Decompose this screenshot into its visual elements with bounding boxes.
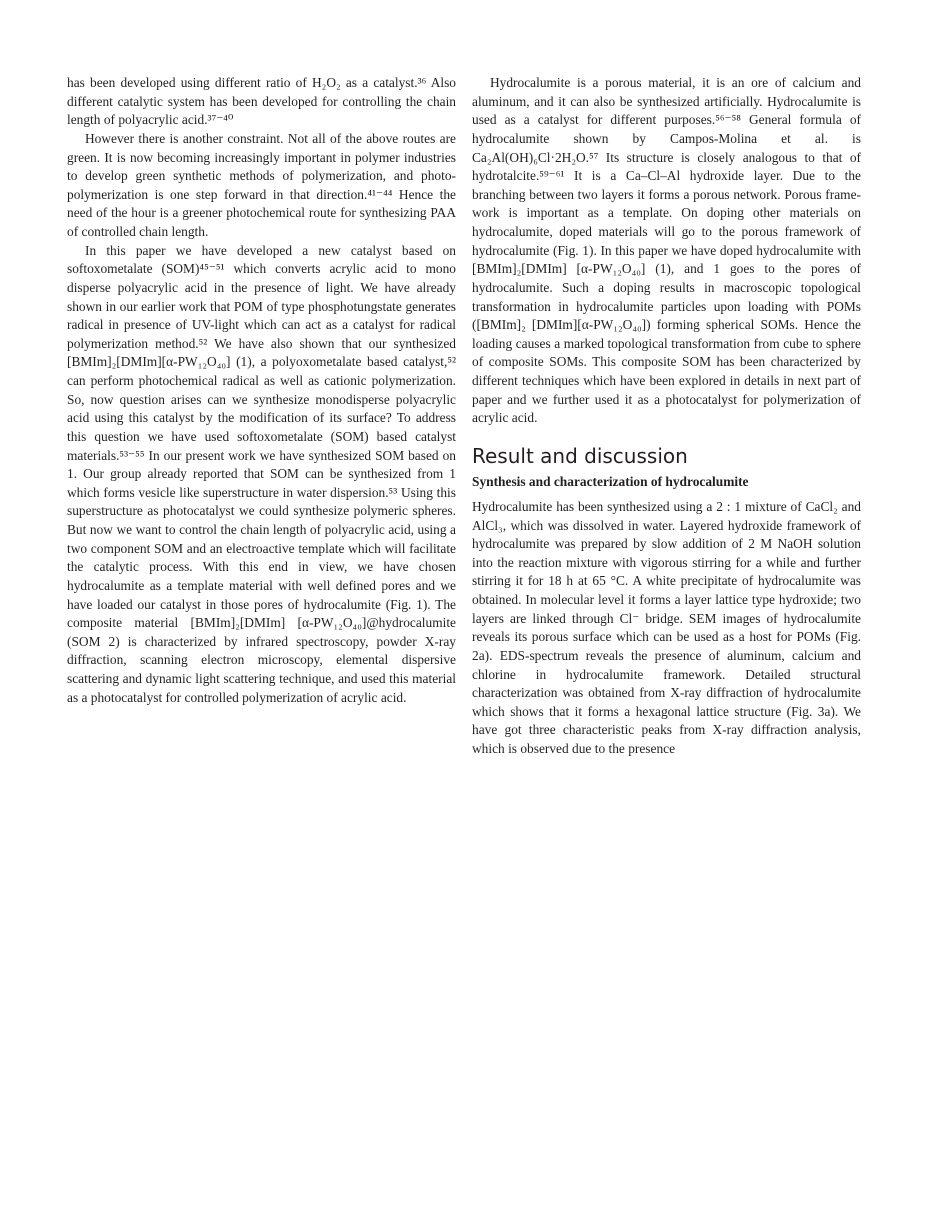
- right-column: [472, 74, 861, 759]
- subsection-heading: Synthesis and characterization of hydrocalumite: [472, 473, 749, 489]
- body-paragraph: has been developed using different ratio of H₂O₂ as a catalyst.³⁶ Also different catalytic system has been developed for controlling the chain length of polyacrylic acid.³⁷⁻⁴⁰: [67, 75, 456, 128]
- body-paragraph: Hydrocalumite is a porous material, it is an ore of calcium and aluminum, and it can also be synthesized artificially. Hydrocalumite is used as a catalyst for different purposes.⁵⁶⁻⁵⁸ General formula of hydrocalumite shown by Campos-Molina et al. is Ca₂Al(OH)₆Cl·2H₂O.⁵⁷ Its structure is closely analogous to that of hydrotalcite.⁵⁹⁻⁶¹ It is a Ca–Cl–Al hydroxide layer. Due to the branching between two layers it forms a porous network. Porous frame-work is important as a template. On doping other materials on hydrocalumite, doped materials will go to the porous framework of hydrocalumite (Fig. 1). In this paper we have doped hydrocalumite with [BMIm]₂[DMIm] [α-PW₁₂O₄₀] (1), and 1 goes to the pores of hydrocalumite. Such a doping results in macroscopic topological transformation in hydrocalumite particles upon loading with POMs ([BMIm]₂ [DMIm][α-PW₁₂O₄₀]) forming spherical SOMs. Hence the loading causes a marked topological transformation from cube to sphere of composite SOMs. This composite SOM has been characterized by different techniques which have been explored in details in next part of paper and we further used it as a photocatalyst for polymerization of acrylic acid.: [472, 75, 861, 426]
- section-heading: Result and discussion: [472, 443, 688, 468]
- left-column: [67, 74, 456, 707]
- body-paragraph: However there is another constraint. Not all of the above routes are green. It is now becoming increasingly important in polymer industries to develop green synthetic methods of polymerization, and photo-polymerization is one step forward in that direction.⁴¹⁻⁴⁴ Hence the need of the hour is a greener photochemical route for synthesizing PAA of controlled chain length.: [67, 130, 456, 239]
- body-paragraph: Hydrocalumite has been synthesized using a 2 : 1 mixture of CaCl₂ and AlCl₃, which was dissolved in water. Layered hydroxide framework of hydrocalumite was prepared by slow addition of 2 M NaOH solution into the reaction mixture with vigorous stirring for a while and further stirring it for 18 h at 65 °C. A white precipitate of hydrocalumite was obtained. In molecular level it forms a layer lattice type hydroxide; two layers are linked through Cl⁻ bridge. SEM images of hydrocalumite reveals its porous surface which can be used as a host for POMs (Fig. 2a). EDS-spectrum reveals the presence of aluminum, calcium and chlorine in hydrocalumite framework. Detailed structural characterization was obtained from X-ray diffraction of hydrocalumite which shows that it forms a hexagonal lattice structure (Fig. 3a). We have got three characteristic peaks from X-ray diffraction analysis, which is observed due to the presence: [472, 498, 861, 756]
- body-paragraph: In this paper we have developed a new catalyst based on softoxometalate (SOM)⁴⁵⁻⁵¹ which converts acrylic acid to mono disperse polyacrylic acid in the presence of light. We have already shown in our earlier work that POM of type phosphotungstate generates radical in presence of UV-light which can act as a catalyst for radical polymerization method.⁵² We have also shown that our synthesized [BMIm]₂[DMIm][α-PW₁₂O₄₀] (1), a polyoxometalate based catalyst,⁵² can perform photochemical radical as well as cationic polymerization. So, now question arises can we synthesize monodisperse polyacrylic acid using this catalyst by the modification of its surface? To address this question we have used softoxometalate (SOM) based catalyst materials.⁵³⁻⁵⁵ In our present work we have synthesized SOM based on 1. Our group already reported that SOM can be synthesized from 1 which forms vesicle like superstructure in water dispersion.⁵³ Using this superstructure as photocatalyst we could synthesize polymeric spheres. But now we want to control the chain length of polyacrylic acid, using a two component SOM and an electroactive template which will facilitate the catalytic process. With this end in view, we have chosen hydrocalumite as a template material with well defined pores and we have loaded our catalyst in those pores of hydrocalumite (Fig. 1). The composite material [BMIm]₂[DMIm] [α-PW₁₂O₄₀]@hydrocalumite (SOM 2) is characterized by infrared spectroscopy, powder X-ray diffraction, scanning electron microscopy, elemental dispersive scattering and dynamic light scattering technique, and used this material as a photocatalyst for controlled polymerization of acrylic acid.: [67, 242, 456, 705]
